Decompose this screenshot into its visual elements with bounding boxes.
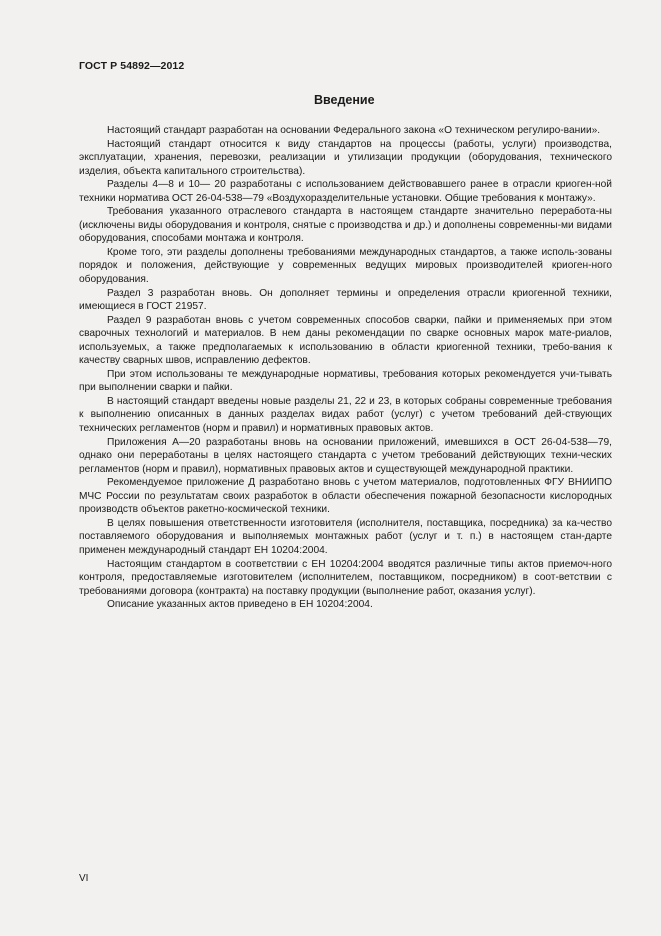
paragraph: Раздел 9 разработан вновь с учетом современных способов сварки, пайки и применяемых при этом сварочных технологий и материалов. В нем даны рекомендации по сварке основных марок мате-риалов, используемых, а также предполагаемых к использованию в области криогенной техники, требо-вания к качеству сварных швов, исправлению дефектов. [79,314,612,367]
paragraph: Требования указанного отраслевого стандарта в настоящем стандарте значительно переработа-ны (исключены виды оборудования и контроля, снятые с производства и др.) и дополнены современны-ми видами оборудования, способами монтажа и контроля. [79,206,612,245]
paragraph: При этом использованы те международные нормативы, требования которых рекомендуется учи-тывать при выполнении сварки и пайки. [79,368,612,394]
paragraph: Приложения А—20 разработаны вновь на основании приложений, имевшихся в ОСТ 26-04-538—79, однако они переработаны в целях настоящего стандарта с учетом требований действующих техни-ческих регламентов (норм и правил), нормативных правовых актов и существующей международной практики. [79,436,612,475]
paragraph: Кроме того, эти разделы дополнены требованиями международных стандартов, а также исполь-зованы порядок и положения, действующие у современных ведущих мировых производителей криоген-ного оборудования. [79,246,612,286]
paragraph: Раздел 3 разработан вновь. Он дополняет термины и определения отрасли криогенной техники, имеющиеся в ГОСТ 21957. [79,287,612,313]
paragraph: Рекомендуемое приложение Д разработано вновь с учетом материалов, подготовленных ФГУ ВНИИПО МЧС России по результатам своих разработок в области обеспечения пожарной безопасности кислородных производств объектов ракетно-космической техники. [79,477,612,516]
document-code: ГОСТ Р 54892—2012 [79,60,185,72]
paragraph: В целях повышения ответственности изготовителя (исполнителя, поставщика, посредника) за ка-чество поставляемого оборудования и выполняемых монтажных работ (услуг и т. п.) в настоящем стан-дарте применен международный стандарт ЕН 10204:2004. [79,517,612,556]
paragraph: Настоящим стандартом в соответствии с ЕН 10204:2004 вводятся различные типы актов приемоч-ного контроля, предоставляемые изготовителем (исполнителем, поставщиком, посредником) в соот-ветствии с требованиями договора (контракта) на поставку продукции (выполнение работ, оказания услуг). [79,558,612,597]
paragraph: Настоящий стандарт относится к виду стандартов на процессы (работы, услуги) производства, эксплуатации, хранения, перевозки, реализации и утилизации продукции (оборудования, технического изделия, объекта капитального строительства). [79,138,612,177]
body-text [79,124,612,612]
paragraph: В настоящий стандарт введены новые разделы 21, 22 и 23, в которых собраны современные требования к выполнению описанных в данных разделах видах работ (услуг) с учетом требований дей-ствующих технических регламентов (норм и правил) и нормативных правовых актов. [79,395,612,435]
page-number: VI [79,873,89,884]
paragraph: Настоящий стандарт разработан на основании Федерального закона «О техническом регулиро-вании». [107,125,601,136]
section-title: Введение [314,93,375,107]
paragraph: Описание указанных актов приведено в ЕН 10204:2004. [107,599,373,611]
paragraph: Разделы 4—8 и 10— 20 разработаны с использованием действовавшего ранее в отрасли криоген-ной техники норматива ОСТ 26-04-538—79 «Воздухоразделительные установки. Общие требования к монтажу». [79,179,612,204]
